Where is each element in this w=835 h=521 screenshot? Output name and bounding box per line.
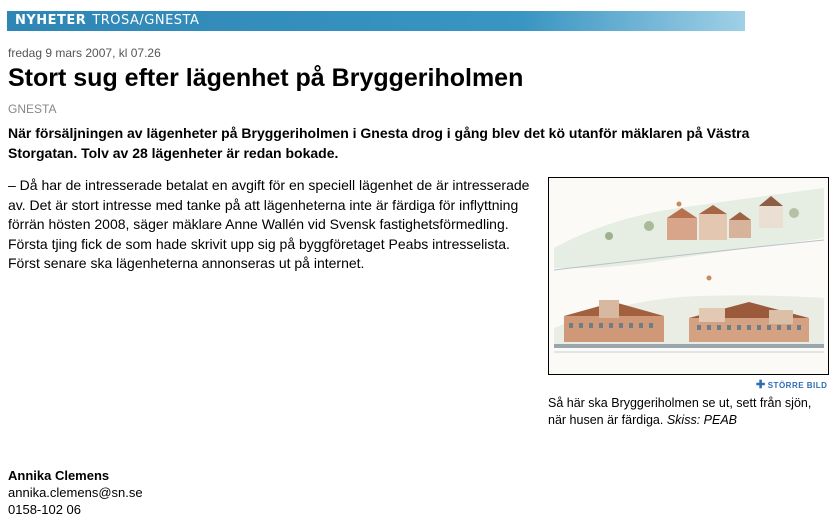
architect-sketch: [549, 178, 828, 374]
banner-section: NYHETER: [15, 13, 87, 28]
body-paragraph: – Då har de intresserade betalat en avgift för en speciell lägenhet de är intresserade av. Det är stort intresse med tanke på att lägenheterna inte är färdiga för inflyttning förrän hösten 2008, säger mäklare Anne Wallén vid Svensk fastighetsförmedling.: [8, 177, 530, 232]
article-dateline: fredag 9 mars 2007, kl 07.26: [8, 46, 161, 60]
article-lead: När försäljningen av lägenheter på Bryggeriholmen i Gnesta drog i gång blev det kö utanför mäklaren på Västra Storgatan. Tolv av 28 lägenheter är redan bokade.: [8, 125, 750, 161]
article-place: GNESTA: [8, 102, 57, 116]
body-paragraph: Första tjing fick de som hade skrivit upp sig på byggföretaget Peabs intresselista. Först senare ska lägenheterna annonseras ut på internet.: [8, 235, 510, 271]
banner-region: TROSA/GNESTA: [92, 13, 200, 28]
author-name: Annika Clemens: [8, 468, 110, 483]
caption-credit: Skiss: PEAB: [666, 413, 738, 427]
plus-icon: ✚: [756, 379, 766, 391]
section-banner: [7, 11, 745, 31]
article-headline: Stort sug efter lägenhet på Bryggeriholmen: [8, 64, 524, 92]
banner-text: [15, 13, 199, 28]
image-caption: [548, 395, 828, 429]
sketch-image[interactable]: [548, 177, 829, 375]
enlarge-label: STÖRRE BILD: [767, 381, 828, 390]
caption-text: Så här ska Bryggeriholmen se ut, sett från sjön, när husen är färdiga.: [548, 396, 812, 427]
author-phone: 0158-102 06: [8, 502, 82, 517]
article-body: [8, 176, 538, 274]
author-block: [8, 467, 143, 518]
author-email[interactable]: annika.clemens@sn.se: [8, 485, 143, 500]
enlarge-image-link[interactable]: [756, 378, 827, 391]
